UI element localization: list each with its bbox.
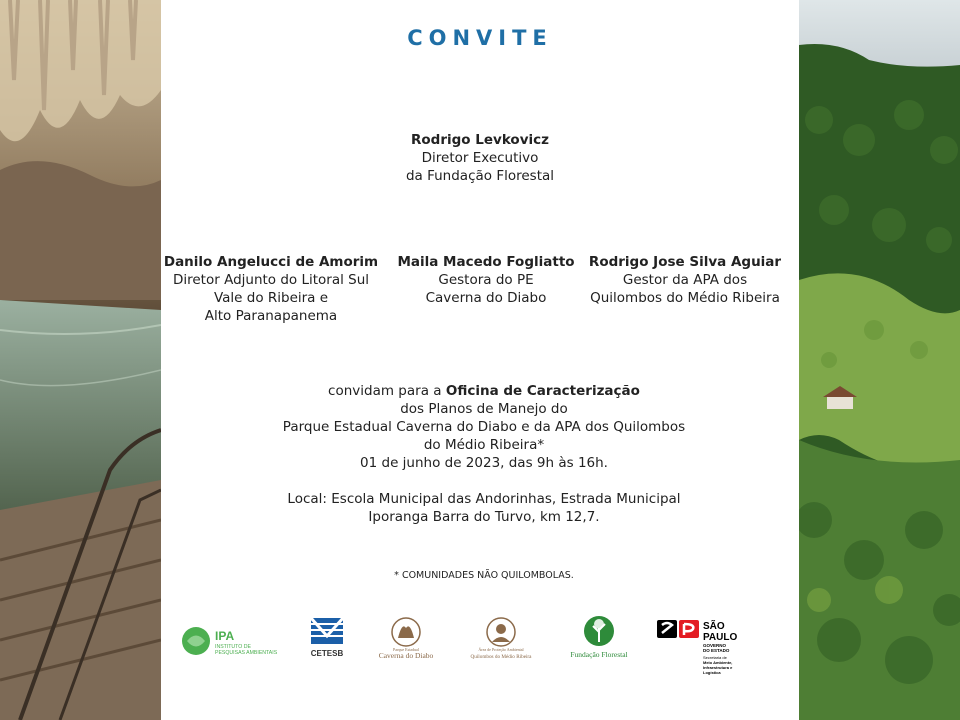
quilombos-name: Quilombos do Médio Ribeira bbox=[470, 654, 532, 660]
ipa-logo bbox=[181, 624, 291, 658]
event-location-2: Iporanga Barra do Turvo, km 12,7. bbox=[368, 509, 600, 525]
signatory-2 bbox=[393, 253, 579, 307]
signatory-name: Danilo Angelucci de Amorim bbox=[163, 254, 379, 270]
sp-sec4: Logística bbox=[703, 670, 721, 675]
signatory-role: Alto Paranapanema bbox=[204, 308, 338, 324]
signatory-3 bbox=[579, 253, 791, 307]
cetesb-name: CETESB bbox=[310, 649, 344, 658]
sp-sec2: Meio Ambiente, bbox=[703, 660, 733, 665]
ipa-sub1: INSTITUTO DE bbox=[215, 644, 251, 650]
host-role: Diretor Executivo bbox=[421, 150, 539, 166]
event-name: Oficina de Caracterização bbox=[445, 383, 640, 399]
invitation-line-1 bbox=[161, 382, 807, 400]
spacer bbox=[161, 472, 807, 490]
invitation-panel bbox=[161, 0, 799, 720]
invitation-line-2: dos Planos de Manejo do bbox=[400, 401, 568, 417]
invitation-title: CONVITE bbox=[407, 26, 553, 50]
sp-name1: SÃO bbox=[703, 621, 725, 632]
invitation-line-4: do Médio Ribeira* bbox=[423, 437, 545, 453]
ipa-sub2: PESQUISAS AMBIENTAIS bbox=[215, 650, 278, 656]
signatory-role: Caverna do Diabo bbox=[425, 290, 547, 306]
cetesb-logo bbox=[307, 616, 347, 660]
signatory-name: Maila Macedo Fogliatto bbox=[397, 254, 575, 270]
signatory-role: Quilombos do Médio Ribeira bbox=[590, 290, 780, 306]
host-block bbox=[161, 131, 799, 185]
caverna-sub: Parque Estadual bbox=[393, 647, 419, 652]
sp-gov1: GOVERNO bbox=[703, 643, 727, 648]
sp-sec3: Infraestrutura e bbox=[703, 665, 733, 670]
sp-gov2: DO ESTADO bbox=[703, 648, 730, 653]
fundacao-florestal-logo bbox=[557, 614, 641, 660]
sao-paulo-gov-logo bbox=[655, 616, 755, 684]
cave-photo bbox=[0, 0, 161, 720]
signatory-1 bbox=[161, 253, 381, 325]
quilombos-sub: Área de Proteção Ambiental bbox=[478, 647, 524, 652]
forest-photo bbox=[799, 0, 960, 720]
sp-sec1: Secretaria de bbox=[703, 655, 727, 660]
fundacao-name: Fundação Florestal bbox=[570, 650, 628, 659]
invitation-prefix: convidam para a bbox=[328, 383, 446, 399]
signatory-role: Gestora do PE bbox=[438, 272, 534, 288]
ipa-name: IPA bbox=[215, 629, 235, 643]
partner-logos bbox=[161, 610, 799, 690]
host-name: Rodrigo Levkovicz bbox=[411, 132, 549, 148]
sp-name2: PAULO bbox=[703, 632, 738, 643]
apa-quilombos-logo bbox=[459, 614, 543, 660]
footnote: * COMUNIDADES NÃO QUILOMBOLAS. bbox=[394, 570, 574, 581]
signatory-role: Diretor Adjunto do Litoral Sul bbox=[172, 272, 370, 288]
event-date: 01 de junho de 2023, das 9h às 16h. bbox=[360, 455, 608, 471]
caverna-name: Caverna do Diabo bbox=[378, 651, 434, 660]
host-org: da Fundação Florestal bbox=[405, 168, 555, 184]
signatory-name: Rodrigo Jose Silva Aguiar bbox=[588, 254, 782, 270]
invitation-line-3: Parque Estadual Caverna do Diabo e da APA dos Quilombos bbox=[282, 419, 686, 435]
event-location-1: Local: Escola Municipal das Andorinhas, Estrada Municipal bbox=[287, 491, 681, 507]
invitation-text bbox=[161, 382, 807, 526]
signatory-role: Gestor da APA dos bbox=[622, 272, 748, 288]
caverna-diabo-logo bbox=[366, 614, 446, 660]
signatory-role: Vale do Ribeira e bbox=[213, 290, 329, 306]
